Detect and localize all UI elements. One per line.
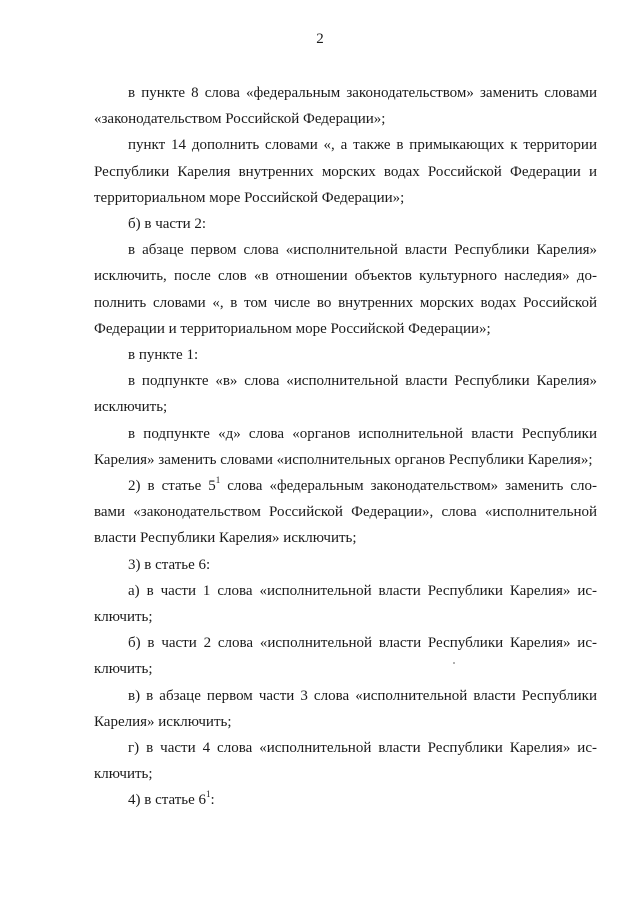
paragraph: г) в части 4 слова «исполнительной власти Республики Карелия» исключить;	[94, 740, 597, 783]
paragraph: б) в части 2 слова «исполнительной власти Республики Карелия» исключить;	[94, 635, 597, 678]
document-body	[94, 80, 597, 814]
paragraph-text: 2) в статье 5	[128, 478, 216, 495]
paragraph: а) в части 1 слова «исполнительной власти Республики Карелия» исключить;	[94, 582, 597, 626]
paragraph-text: 4) в статье 6	[128, 792, 207, 809]
paragraph: в) в абзаце первом части 3 слова «исполнительной власти Республики Карелия» исключить;	[94, 687, 597, 730]
paragraph: в абзаце первом слова «исполнительной власти Республики Карелия» исключить, после слов «в отношении объектов культурного наследия» дополнить словами «, в том числе во внутренних морских водах Российской Федерации и территориальном море Российской Федерации»;	[94, 242, 597, 337]
scan-speck	[453, 662, 455, 664]
superscript: 1	[206, 789, 211, 800]
paragraph: 3) в статье 6:	[128, 556, 211, 573]
paragraph-article-6-1	[94, 787, 597, 813]
paragraph: в пункте 8 слова «федеральным законодательством» заменить словами «законодательством Российской Федерации»;	[94, 85, 597, 128]
paragraph: в подпункте «в» слова «исполнительной власти Республики Карелия» исключить;	[94, 373, 597, 416]
paragraph-article-5-1	[94, 473, 597, 552]
paragraph-text: :	[210, 792, 215, 809]
paragraph-text: слова «федеральным законодательством» заменить словами «законодательством Российской Федерации», слова «исполнительной власти Республики Карелия» исключить;	[94, 478, 597, 547]
paragraph: в пункте 1:	[128, 347, 199, 364]
page-number: 2	[316, 31, 324, 47]
paragraph: пункт 14 дополнить словами «, а также в примыкающих к территории Республики Карелия внутренних морских водах Российской Федерации и территориальном море Российской Федерации»;	[94, 137, 597, 206]
paragraph: в подпункте «д» слова «органов исполнительной власти Республики Карелия» заменить словами «исполнительных органов Республики Карелия»;	[94, 425, 597, 468]
superscript: 1	[215, 475, 221, 486]
paragraph: б) в части 2:	[128, 216, 207, 233]
